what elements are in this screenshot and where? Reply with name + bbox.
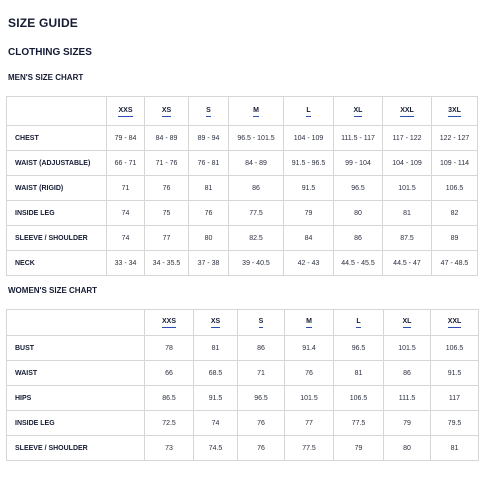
size-label: XXL (448, 317, 462, 328)
measurement-cell: 42 - 43 (284, 251, 334, 276)
measurement-cell: 44.5 - 47 (383, 251, 432, 276)
measurement-cell: 91.5 (431, 361, 479, 386)
size-header-cell (194, 310, 238, 336)
size-header-cell (384, 310, 431, 336)
measurement-cell: 82 (432, 201, 478, 226)
table-row (7, 251, 478, 276)
measurement-cell: 86.5 (145, 386, 194, 411)
measurement-cell: 79.5 (431, 411, 479, 436)
measurement-cell: 74 (107, 226, 145, 251)
measurement-cell: 106.5 (431, 336, 479, 361)
size-header-cell (432, 97, 478, 126)
measurement-cell: 96.5 - 101.5 (229, 126, 284, 151)
measurement-cell: 76 (145, 176, 189, 201)
size-label: XXL (400, 106, 414, 117)
measurement-cell: 111.5 - 117 (334, 126, 383, 151)
measurement-cell: 79 (334, 436, 384, 461)
measurement-cell: 82.5 (229, 226, 284, 251)
table-row (7, 436, 479, 461)
measurement-cell: 111.5 (384, 386, 431, 411)
size-header-cell (383, 97, 432, 126)
measurement-cell: 81 (383, 201, 432, 226)
measurement-cell: 79 (384, 411, 431, 436)
measurement-cell: 47 - 48.5 (432, 251, 478, 276)
measurement-cell: 78 (145, 336, 194, 361)
measurement-cell: 101.5 (285, 386, 334, 411)
size-header-cell (431, 310, 479, 336)
measurement-cell: 81 (431, 436, 479, 461)
size-label: XS (162, 106, 171, 117)
table-row (7, 336, 479, 361)
measurement-cell: 89 (432, 226, 478, 251)
measurement-cell: 80 (384, 436, 431, 461)
corner-cell (7, 310, 145, 336)
row-label: NECK (7, 251, 107, 276)
row-label: HIPS (7, 386, 145, 411)
page-title: SIZE GUIDE (8, 16, 79, 30)
size-header-cell (189, 97, 229, 126)
table-row (7, 176, 478, 201)
measurement-cell: 37 - 38 (189, 251, 229, 276)
size-label: L (306, 106, 310, 117)
measurement-cell: 74.5 (194, 436, 238, 461)
table-row (7, 361, 479, 386)
measurement-cell: 71 (107, 176, 145, 201)
womens-chart-heading: WOMEN'S SIZE CHART (8, 286, 98, 295)
size-header-cell (107, 97, 145, 126)
measurement-cell: 84 - 89 (229, 151, 284, 176)
measurement-cell: 75 (145, 201, 189, 226)
row-label: BUST (7, 336, 145, 361)
mens-chart-heading: MEN'S SIZE CHART (8, 73, 84, 82)
measurement-cell: 122 - 127 (432, 126, 478, 151)
measurement-cell: 81 (334, 361, 384, 386)
size-label: 3XL (448, 106, 461, 117)
measurement-cell: 84 (284, 226, 334, 251)
measurement-cell: 91.5 (284, 176, 334, 201)
measurement-cell: 73 (145, 436, 194, 461)
measurement-cell: 91.4 (285, 336, 334, 361)
size-header-cell (334, 310, 384, 336)
measurement-cell: 33 - 34 (107, 251, 145, 276)
table-row (7, 411, 479, 436)
measurement-cell: 86 (384, 361, 431, 386)
measurement-cell: 72.5 (145, 411, 194, 436)
measurement-cell: 81 (194, 336, 238, 361)
measurement-cell: 109 - 114 (432, 151, 478, 176)
measurement-cell: 106.5 (334, 386, 384, 411)
table-row (7, 226, 478, 251)
measurement-cell: 101.5 (384, 336, 431, 361)
measurement-cell: 104 - 109 (284, 126, 334, 151)
measurement-cell: 66 - 71 (107, 151, 145, 176)
measurement-cell: 104 - 109 (383, 151, 432, 176)
measurement-cell: 79 (284, 201, 334, 226)
row-label: INSIDE LEG (7, 201, 107, 226)
measurement-cell: 34 - 35.5 (145, 251, 189, 276)
measurement-cell: 96.5 (238, 386, 285, 411)
size-header-cell (284, 97, 334, 126)
row-label: WAIST (ADJUSTABLE) (7, 151, 107, 176)
measurement-cell: 44.5 - 45.5 (334, 251, 383, 276)
measurement-cell: 76 (285, 361, 334, 386)
measurement-cell: 87.5 (383, 226, 432, 251)
measurement-cell: 77.5 (229, 201, 284, 226)
measurement-cell: 79 - 84 (107, 126, 145, 151)
measurement-cell: 84 - 89 (145, 126, 189, 151)
measurement-cell: 77 (145, 226, 189, 251)
measurement-cell: 66 (145, 361, 194, 386)
measurement-cell: 106.5 (432, 176, 478, 201)
corner-cell (7, 97, 107, 126)
measurement-cell: 117 (431, 386, 479, 411)
measurement-cell: 80 (189, 226, 229, 251)
size-label: XL (403, 317, 412, 328)
measurement-cell: 68.5 (194, 361, 238, 386)
size-header-row (7, 97, 478, 126)
row-label: SLEEVE / SHOULDER (7, 226, 107, 251)
row-label: WAIST (7, 361, 145, 386)
womens-size-table (6, 309, 479, 461)
size-header-cell (145, 97, 189, 126)
size-label: XXS (162, 317, 176, 328)
measurement-cell: 91.5 (194, 386, 238, 411)
size-label: XS (211, 317, 220, 328)
size-label: M (306, 317, 312, 328)
row-label: INSIDE LEG (7, 411, 145, 436)
measurement-cell: 99 - 104 (334, 151, 383, 176)
size-header-cell (145, 310, 194, 336)
measurement-cell: 74 (194, 411, 238, 436)
measurement-cell: 91.5 - 96.5 (284, 151, 334, 176)
section-title: CLOTHING SIZES (8, 47, 92, 58)
size-header-cell (334, 97, 383, 126)
size-label: XL (354, 106, 363, 117)
measurement-cell: 86 (238, 336, 285, 361)
measurement-cell: 77.5 (334, 411, 384, 436)
measurement-cell: 76 (189, 201, 229, 226)
table-row (7, 386, 479, 411)
measurement-cell: 76 - 81 (189, 151, 229, 176)
measurement-cell: 71 (238, 361, 285, 386)
size-header-cell (238, 310, 285, 336)
mens-size-table (6, 96, 478, 276)
row-label: CHEST (7, 126, 107, 151)
size-label: S (259, 317, 264, 328)
measurement-cell: 39 - 40.5 (229, 251, 284, 276)
measurement-cell: 76 (238, 436, 285, 461)
measurement-cell: 89 - 94 (189, 126, 229, 151)
measurement-cell: 86 (229, 176, 284, 201)
size-header-cell (229, 97, 284, 126)
measurement-cell: 80 (334, 201, 383, 226)
row-label: SLEEVE / SHOULDER (7, 436, 145, 461)
measurement-cell: 77 (285, 411, 334, 436)
size-label: XXS (118, 106, 132, 117)
measurement-cell: 96.5 (334, 336, 384, 361)
row-label: WAIST (RIGID) (7, 176, 107, 201)
table-row (7, 126, 478, 151)
size-header-cell (285, 310, 334, 336)
measurement-cell: 101.5 (383, 176, 432, 201)
measurement-cell: 86 (334, 226, 383, 251)
measurement-cell: 96.5 (334, 176, 383, 201)
size-label: L (356, 317, 360, 328)
measurement-cell: 71 - 76 (145, 151, 189, 176)
size-header-row (7, 310, 479, 336)
measurement-cell: 74 (107, 201, 145, 226)
measurement-cell: 81 (189, 176, 229, 201)
table-row (7, 151, 478, 176)
measurement-cell: 77.5 (285, 436, 334, 461)
size-label: S (206, 106, 211, 117)
size-label: M (253, 106, 259, 117)
table-row (7, 201, 478, 226)
measurement-cell: 117 - 122 (383, 126, 432, 151)
measurement-cell: 76 (238, 411, 285, 436)
